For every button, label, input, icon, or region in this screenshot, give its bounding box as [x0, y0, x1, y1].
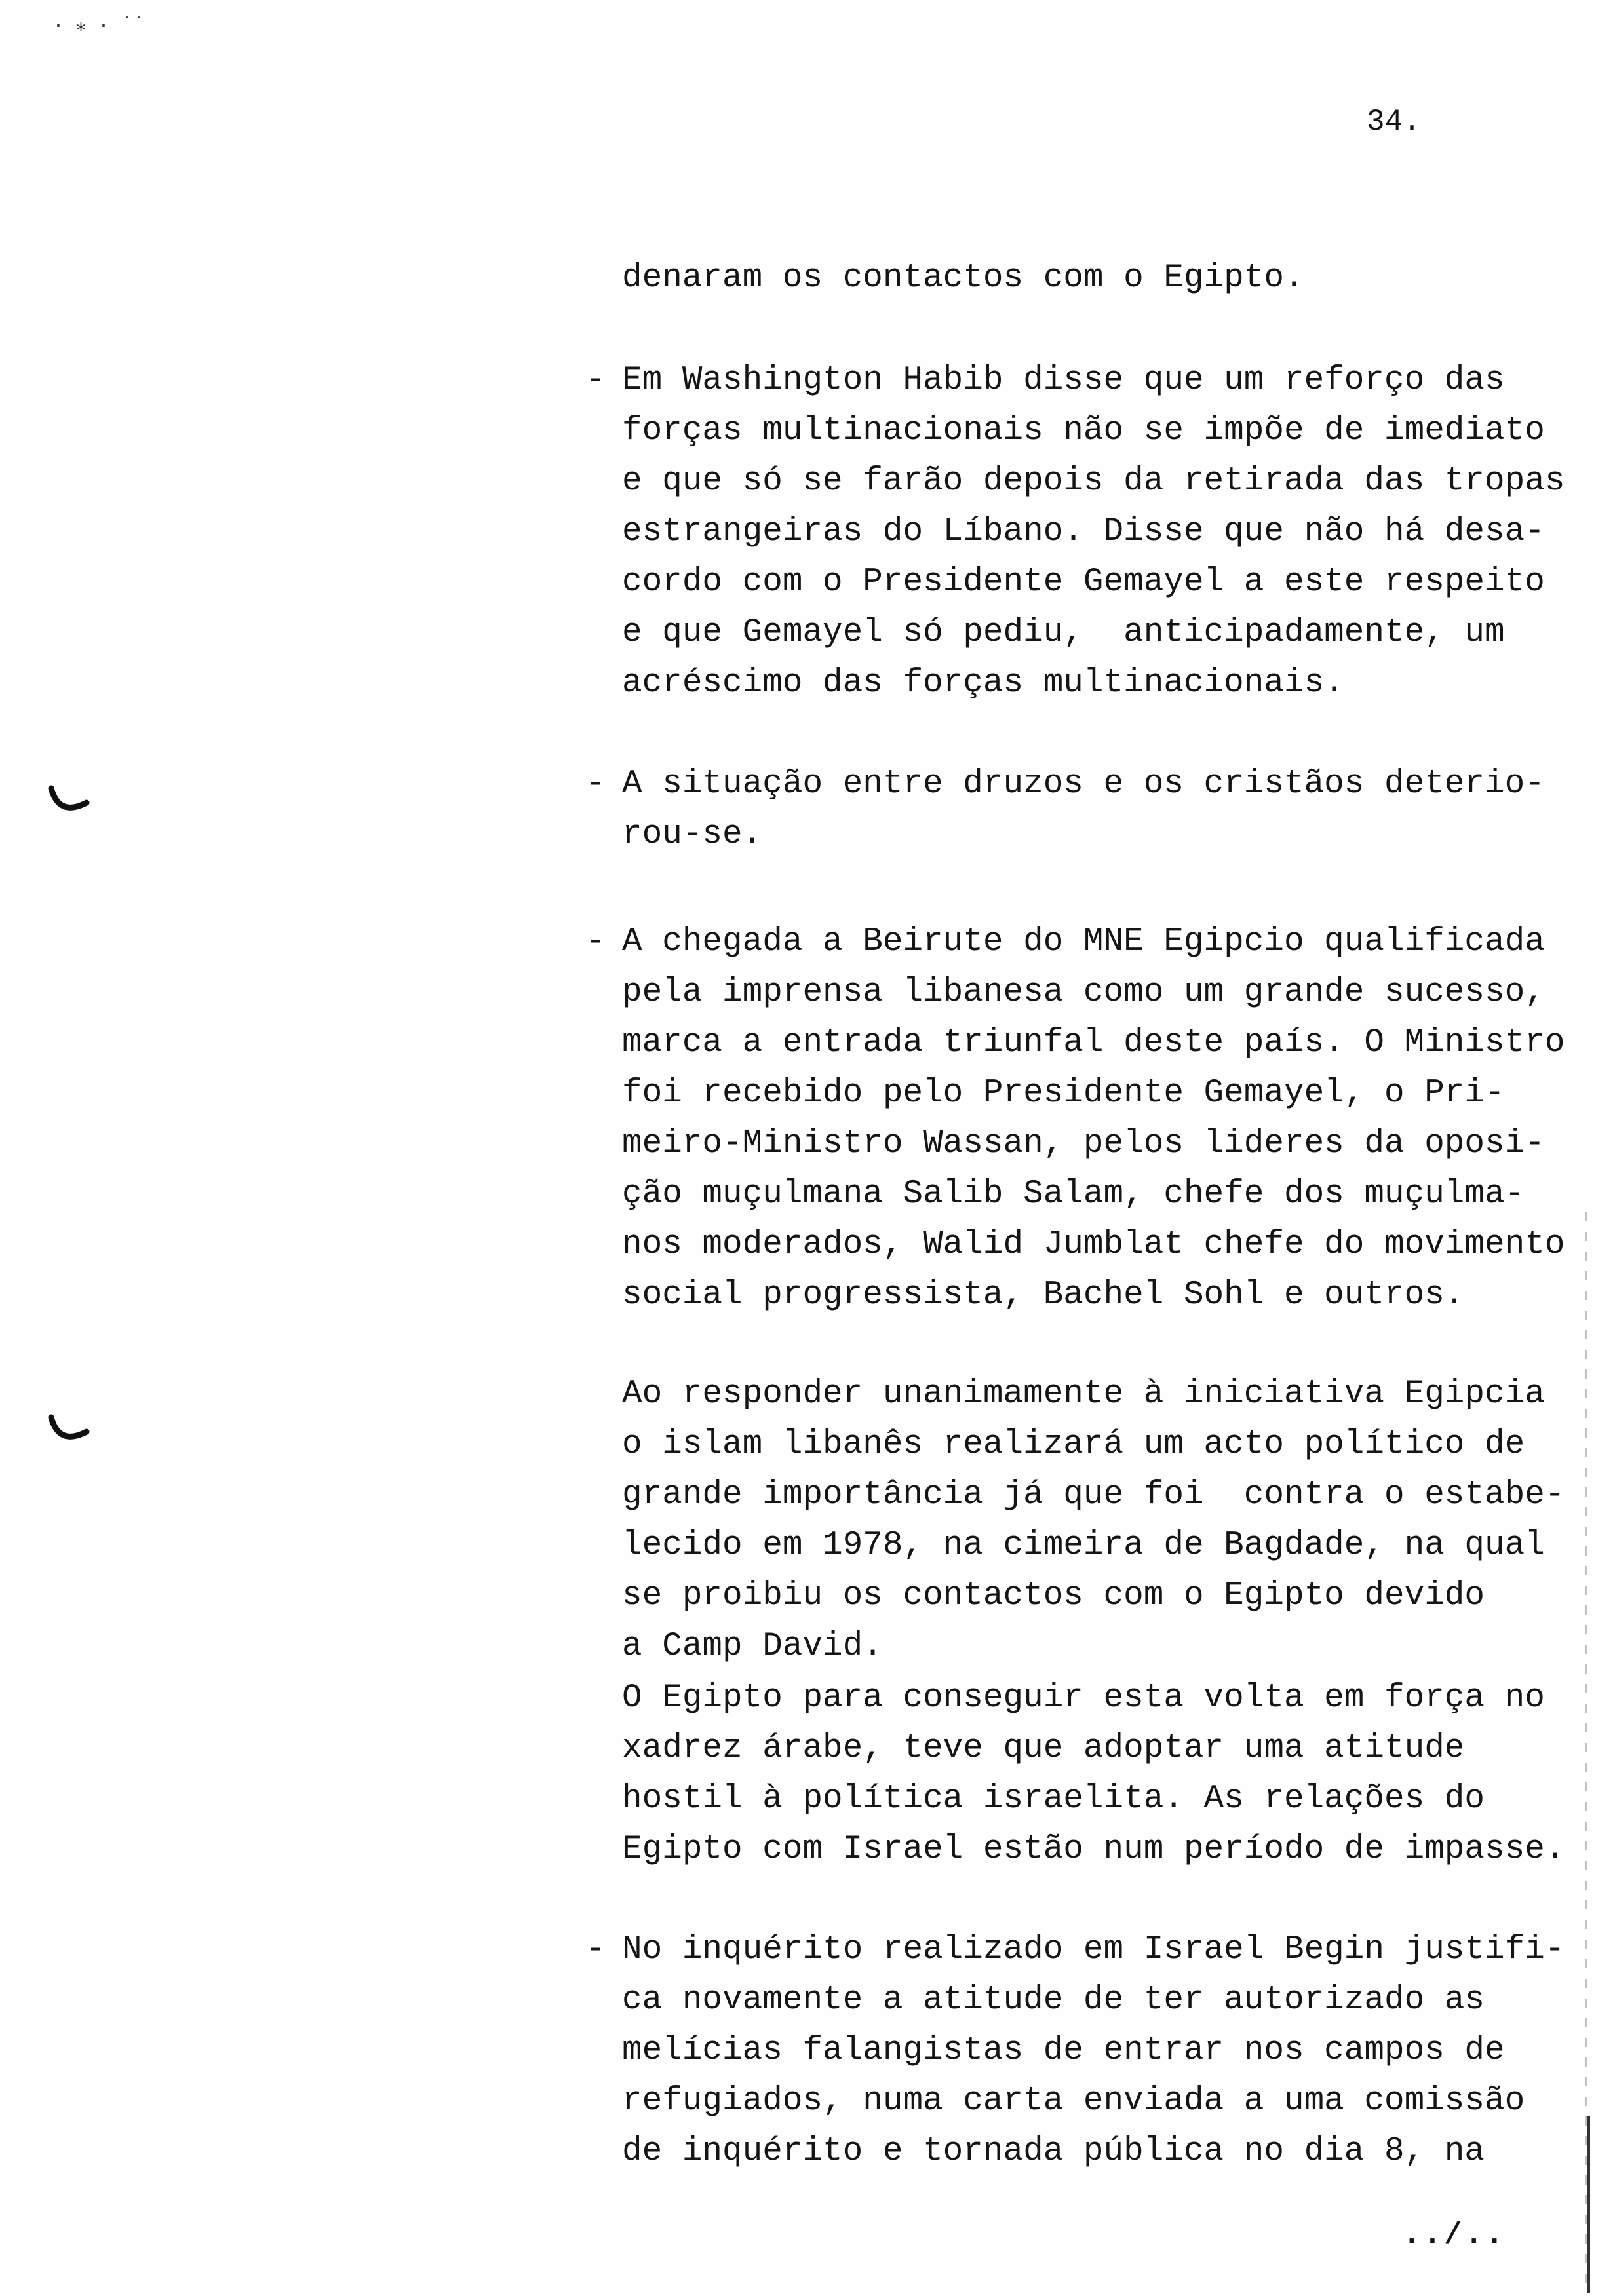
text-line: de inquérito e tornada pública no dia 8, na	[622, 2133, 1485, 2170]
punch-hole-mark-icon	[46, 783, 92, 822]
paragraph	[622, 917, 1565, 1320]
bullet-dash: -	[585, 765, 606, 803]
text-line: Em Washington Habib disse que um reforço das	[622, 362, 1505, 399]
paragraph	[622, 355, 1565, 708]
bullet-dash: -	[585, 923, 606, 961]
text-line: foi recebido pelo Presidente Gemayel, o Pri-	[622, 1075, 1505, 1112]
page-number: 34.	[1367, 105, 1421, 139]
text-line: cordo com o Presidente Gemayel a este respeito	[622, 564, 1545, 601]
text-line: e que Gemayel só pediu, anticipadamente, um	[622, 614, 1505, 651]
continuation-mark: ../..	[1403, 2218, 1507, 2252]
text-line: hostil à política israelita. As relações do	[622, 1780, 1485, 1818]
text-line: xadrez árabe, teve que adoptar uma atitude	[622, 1730, 1465, 1767]
text-line: ção muçulmana Salib Salam, chefe dos muçulma-	[622, 1176, 1525, 1213]
punch-hole-mark-icon	[46, 1412, 92, 1451]
text-line: social progressista, Bachel Sohl e outros.	[622, 1276, 1465, 1314]
text-line: acréscimo das forças multinacionais.	[622, 664, 1344, 702]
text-line: denaram os contactos com o Egipto.	[622, 259, 1304, 297]
text-line: No inquérito realizado em Israel Begin justifi-	[622, 1931, 1565, 1968]
text-line: a Camp David.	[622, 1628, 883, 1665]
text-line: estrangeiras do Líbano. Disse que não há desa-	[622, 513, 1545, 550]
page-edge-shadow	[1587, 2116, 1590, 2293]
scan-specks: · ⁎ · ˙˙	[52, 15, 146, 37]
paragraph	[622, 1673, 1565, 1875]
text-line: melícias falangistas de entrar nos campos de	[622, 2032, 1505, 2069]
text-line: pela imprensa libanesa como um grande sucesso,	[622, 974, 1545, 1011]
text-line: grande importância já que foi contra o estabe-	[622, 1476, 1565, 1514]
paragraph	[622, 253, 1304, 303]
text-line: forças multinacionais não se impõe de imediato	[622, 412, 1545, 450]
page-edge-shadow	[1585, 1212, 1587, 2287]
text-line: ca novamente a atitude de ter autorizado as	[622, 1981, 1485, 2019]
text-line: rou-se.	[622, 816, 763, 853]
text-line: marca a entrada triunfal deste país. O Ministro	[622, 1024, 1565, 1062]
text-line: nos moderados, Walid Jumblat chefe do movimento	[622, 1226, 1565, 1263]
text-line: se proibiu os contactos com o Egipto devido	[622, 1577, 1485, 1615]
text-line: Ao responder unanimamente à iniciativa Egipcia	[622, 1375, 1545, 1413]
text-line: A situação entre druzos e os cristãos deterio-	[622, 765, 1545, 803]
text-line: e que só se farão depois da retirada das tropas	[622, 463, 1565, 500]
text-line: o islam libanês realizará um acto político de	[622, 1426, 1525, 1463]
paragraph	[622, 1369, 1565, 1672]
paragraph	[622, 1924, 1565, 2177]
text-line: meiro-Ministro Wassan, pelos lideres da oposi-	[622, 1125, 1545, 1162]
text-line: refugiados, numa carta enviada a uma comissão	[622, 2082, 1525, 2120]
paragraph	[622, 759, 1545, 860]
text-line: lecido em 1978, na cimeira de Bagdade, na qual	[622, 1527, 1545, 1564]
bullet-dash: -	[585, 362, 606, 399]
text-line: O Egipto para conseguir esta volta em força no	[622, 1679, 1545, 1717]
bullet-dash: -	[585, 1931, 606, 1968]
text-line: A chegada a Beirute do MNE Egipcio qualificada	[622, 923, 1545, 961]
text-line: Egipto com Israel estão num período de impasse.	[622, 1831, 1565, 1868]
